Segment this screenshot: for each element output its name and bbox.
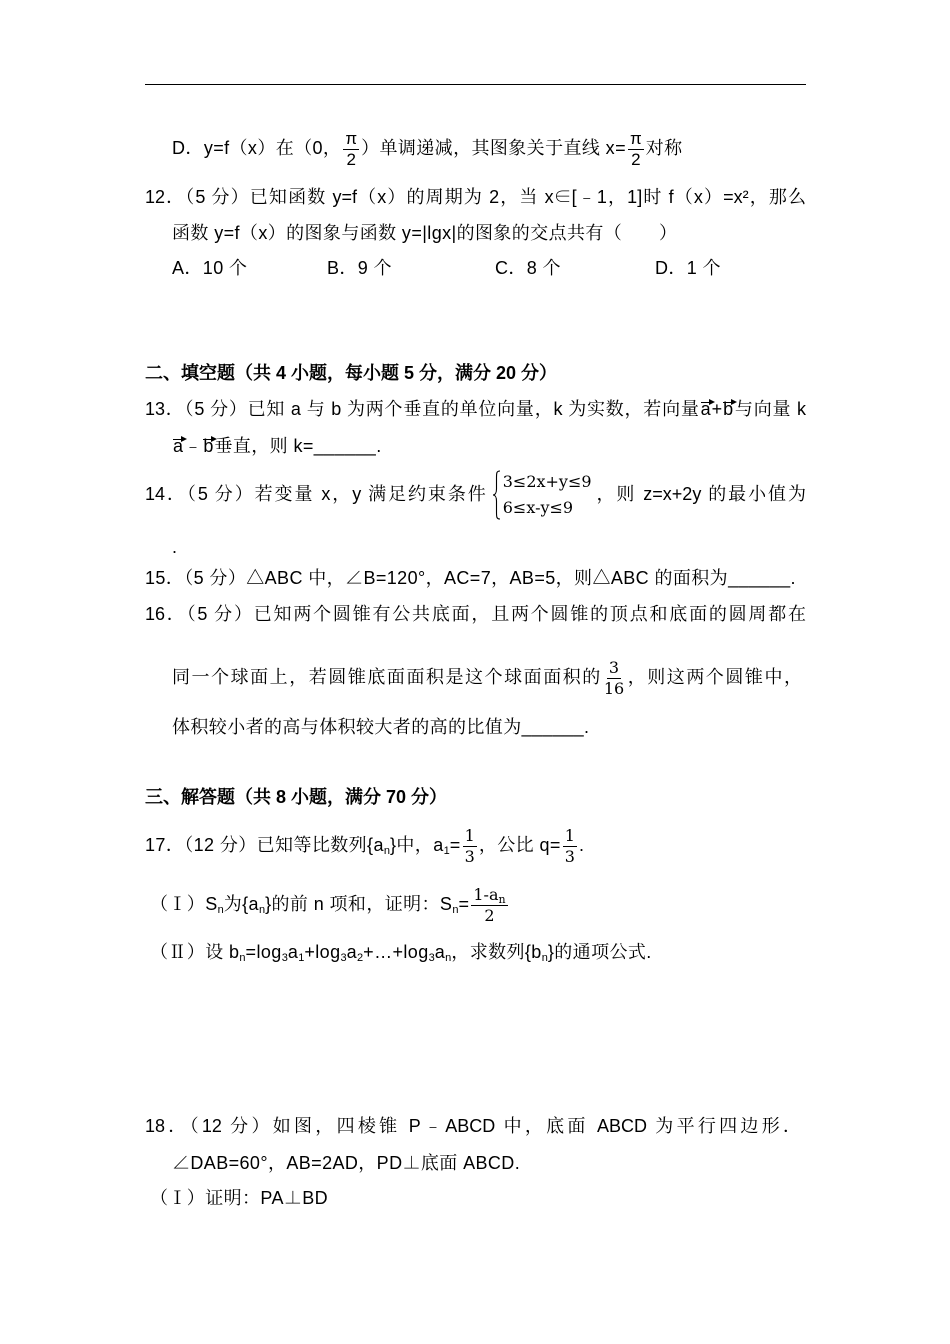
- section-2-title: 二、填空题（共 4 小题，每小题 5 分，满分 20 分）: [145, 363, 558, 383]
- subscript: n: [498, 892, 506, 906]
- constraint-1: 3≤2x+y≤9: [502, 472, 592, 492]
- q17-part-2: [150, 940, 652, 964]
- subscript: 1: [298, 952, 305, 964]
- fraction-denominator: 2: [484, 905, 495, 925]
- q17-p2-text-8: ，求数列{b: [451, 942, 542, 962]
- option-text-1: y=f（x）在（0，: [203, 138, 342, 158]
- subscript: n: [452, 904, 459, 916]
- q17-p2-text-4: +log: [304, 942, 341, 962]
- q17-p2-text-3: a: [287, 942, 299, 962]
- vector-a: a: [700, 399, 711, 419]
- q17-p1-text-1: （Ⅰ）S: [150, 894, 218, 914]
- q17-stem: [145, 825, 585, 866]
- q17-text-2: }中，a: [390, 835, 444, 855]
- q18-text-1: 18．（12 分）如图，四棱锥 P﹣ABCD 中，底面 ABCD 为平行四边形．: [145, 1116, 801, 1136]
- q18-line-3: （Ⅰ）证明：PA⊥BD: [150, 1188, 329, 1208]
- q12-option-a: A．10 个: [172, 258, 248, 278]
- fraction-denominator: 2: [631, 149, 641, 169]
- q17-part-1: [150, 884, 510, 925]
- q13-line-1: [145, 397, 806, 421]
- subscript: n: [239, 952, 246, 964]
- subscript: 3: [428, 952, 435, 964]
- fraction-denominator: 16: [603, 678, 625, 698]
- subscript: n: [541, 952, 548, 964]
- q14-text-1: 14．（5 分）若变量 x，y 满足约束条件: [145, 484, 488, 504]
- subscript: 3: [340, 952, 347, 964]
- subscript: n: [445, 952, 452, 964]
- subscript: n: [258, 904, 266, 916]
- fraction-denominator: 3: [464, 846, 475, 866]
- fraction-denominator: 2: [346, 149, 356, 169]
- q13-line-2: [172, 434, 382, 458]
- vector-b: b: [203, 436, 214, 456]
- q16-line-2: [172, 657, 803, 698]
- subscript: 3: [281, 952, 288, 964]
- q18-line-2: ∠DAB=60°，AB=2AD，PD⊥底面 ABCD.: [172, 1153, 521, 1173]
- q17-p2-text-1: （Ⅱ）设 b: [150, 942, 240, 962]
- q12-stem-text-2: 函数 y=f（x）的图象与函数 y=|lgx|的图象的交点共有（ ）: [172, 223, 678, 243]
- q12-option-b: B．9 个: [327, 258, 393, 278]
- fraction-numerator: [471, 885, 507, 906]
- fraction-numerator: 3: [608, 657, 620, 677]
- minus-sign: ﹣: [184, 436, 203, 456]
- q17-p2-text-5: a: [346, 942, 358, 962]
- q16-line-1: [145, 602, 806, 626]
- fraction-numerator: 1: [564, 825, 575, 845]
- q14-line-2: .: [172, 537, 178, 557]
- header-rule: [145, 84, 806, 85]
- vector-a: a: [173, 436, 184, 456]
- q12-options: [172, 256, 772, 280]
- q13-text-2: 与向量 k: [734, 399, 806, 419]
- q17-p1-text-2: 为{a: [223, 894, 259, 914]
- q14-line-1: [145, 472, 806, 518]
- q17-text-5: .: [578, 835, 585, 855]
- subscript: 1: [443, 845, 450, 857]
- option-text-3: 对称: [645, 138, 683, 158]
- q12-stem-line-1: [145, 185, 806, 209]
- q17-text-1: 17．（12 分）已知等比数列{a: [145, 835, 384, 855]
- q17-p2-text-7: a: [434, 942, 446, 962]
- q17-text-3: =: [449, 835, 461, 855]
- q16-text-2a: 同一个球面上，若圆锥底面面积是这个球面面积的: [172, 667, 602, 687]
- left-brace-icon: [492, 470, 501, 520]
- option-label: D．: [172, 138, 204, 158]
- subscript: n: [383, 845, 390, 857]
- q12-option-c: C．8 个: [495, 258, 562, 278]
- q16-text-2b: ，则这两个圆锥中，: [626, 667, 803, 687]
- subscript: 2: [357, 952, 364, 964]
- q18-line-1: [145, 1114, 801, 1138]
- option-text-2: ）单调递减，其图象关于直线 x=: [361, 138, 626, 158]
- constraint-2: 6≤x-y≤9: [502, 498, 574, 518]
- q17-p2-text-2: =log: [245, 942, 282, 962]
- q17-text-4: ，公比 q=: [478, 835, 561, 855]
- fraction-numerator: π: [345, 128, 358, 148]
- subscript: n: [217, 904, 224, 916]
- q16-line-3: 体积较小者的高与体积较大者的高的比值为______.: [172, 717, 590, 737]
- numerator-text: 1-a: [473, 884, 499, 904]
- q17-p2-text-6: +…+log: [363, 942, 429, 962]
- fraction-numerator: π: [630, 128, 642, 148]
- plus-sign: +: [711, 399, 723, 419]
- q14-text-2: ，则 z=x+2y 的最小值为: [594, 484, 806, 504]
- q11-option-d: [172, 128, 683, 169]
- q12-stem-line-2: [172, 221, 677, 245]
- fraction-numerator: 1: [464, 825, 475, 845]
- section-3-title: 三、解答题（共 8 小题，满分 70 分）: [145, 787, 448, 807]
- q17-p2-text-9: }的通项公式.: [547, 942, 652, 962]
- q16-text-1: 16．（5 分）已知两个圆锥有公共底面，且两个圆锥的顶点和底面的圆周都在: [145, 604, 806, 624]
- constraint-rows: [503, 469, 592, 521]
- q15-line: 15．（5 分）△ABC 中，∠B=120°，AC=7，AB=5，则△ABC 的面积为______.: [145, 568, 796, 588]
- fraction-denominator: 3: [564, 846, 575, 866]
- q13-text-3: 垂直，则 k=______.: [214, 436, 382, 456]
- q12-option-d: D．1 个: [655, 258, 722, 278]
- q12-stem-text-1: 12．（5 分）已知函数 y=f（x）的周期为 2，当 x∈[﹣1，1]时 f（x）=x²，那么: [145, 187, 806, 207]
- q13-text-1: 13．（5 分）已知 a 与 b 为两个垂直的单位向量，k 为实数，若向量: [145, 399, 700, 419]
- q17-p1-text-3: }的前 n 项和，证明：S: [265, 894, 453, 914]
- vector-b: b: [723, 399, 734, 419]
- q17-p1-text-4: =: [458, 894, 470, 914]
